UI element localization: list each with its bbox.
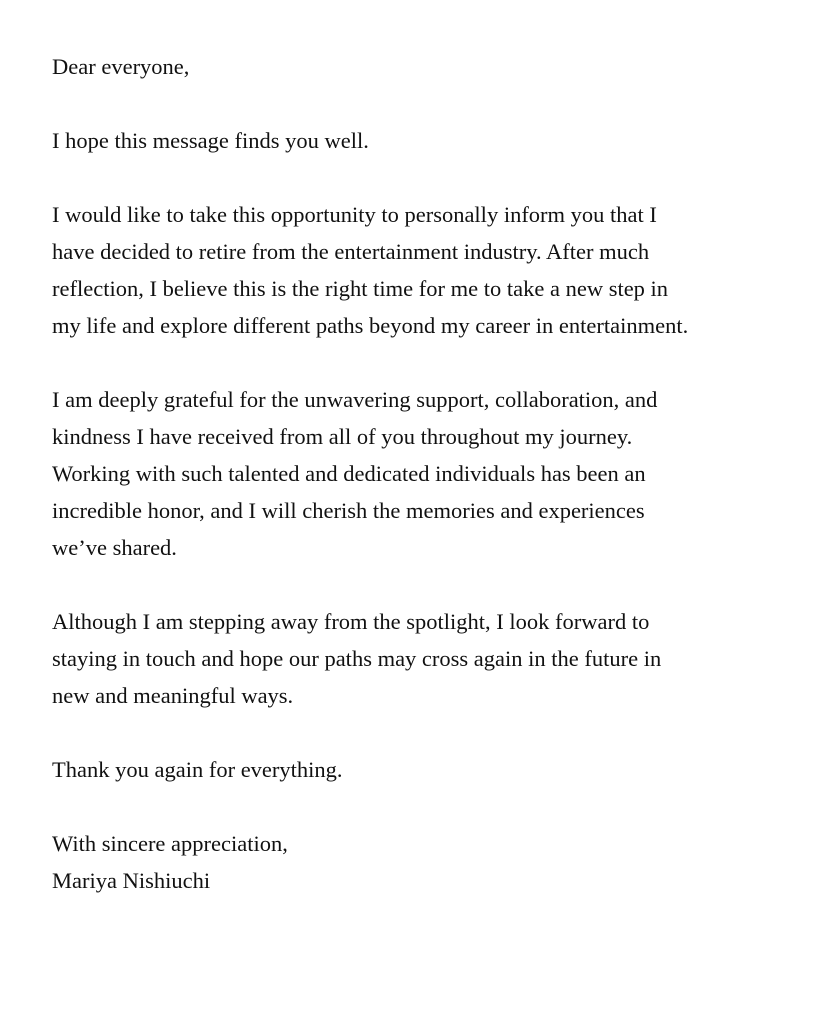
text-line: reflection, I believe this is the right time for me to take a new step in (52, 276, 669, 301)
text-line: we’ve shared. (52, 535, 177, 560)
paragraph-gap (52, 159, 802, 196)
paragraph-retirement (52, 196, 802, 344)
text-line: incredible honor, and I will cherish the memories and experiences (52, 498, 645, 523)
text-line: have decided to retire from the entertainment industry. After much (52, 239, 650, 264)
text-line: staying in touch and hope our paths may cross again in the future in (52, 646, 662, 671)
greeting: Dear everyone, (52, 54, 190, 79)
intro-line: I hope this message finds you well. (52, 128, 369, 153)
closing-line: With sincere appreciation, (52, 831, 288, 856)
paragraph-gap (52, 566, 802, 603)
text-line: my life and explore different paths beyond my career in entertainment. (52, 313, 689, 338)
text-line: Although I am stepping away from the spotlight, I look forward to (52, 609, 650, 634)
paragraph-gap (52, 714, 802, 751)
text-line: I would like to take this opportunity to personally inform you that I (52, 202, 657, 227)
thanks-line: Thank you again for everything. (52, 757, 343, 782)
paragraph-gap (52, 344, 802, 381)
signature: Mariya Nishiuchi (52, 868, 211, 893)
text-line: I am deeply grateful for the unwavering support, collaboration, and (52, 387, 658, 412)
text-line: kindness I have received from all of you throughout my journey. (52, 424, 633, 449)
paragraph-farewell (52, 603, 802, 714)
text-line: Working with such talented and dedicated individuals has been an (52, 461, 646, 486)
letter-body (52, 48, 802, 899)
paragraph-gap (52, 85, 802, 122)
paragraph-gratitude (52, 381, 802, 566)
paragraph-gap (52, 788, 802, 825)
text-line: new and meaningful ways. (52, 683, 294, 708)
